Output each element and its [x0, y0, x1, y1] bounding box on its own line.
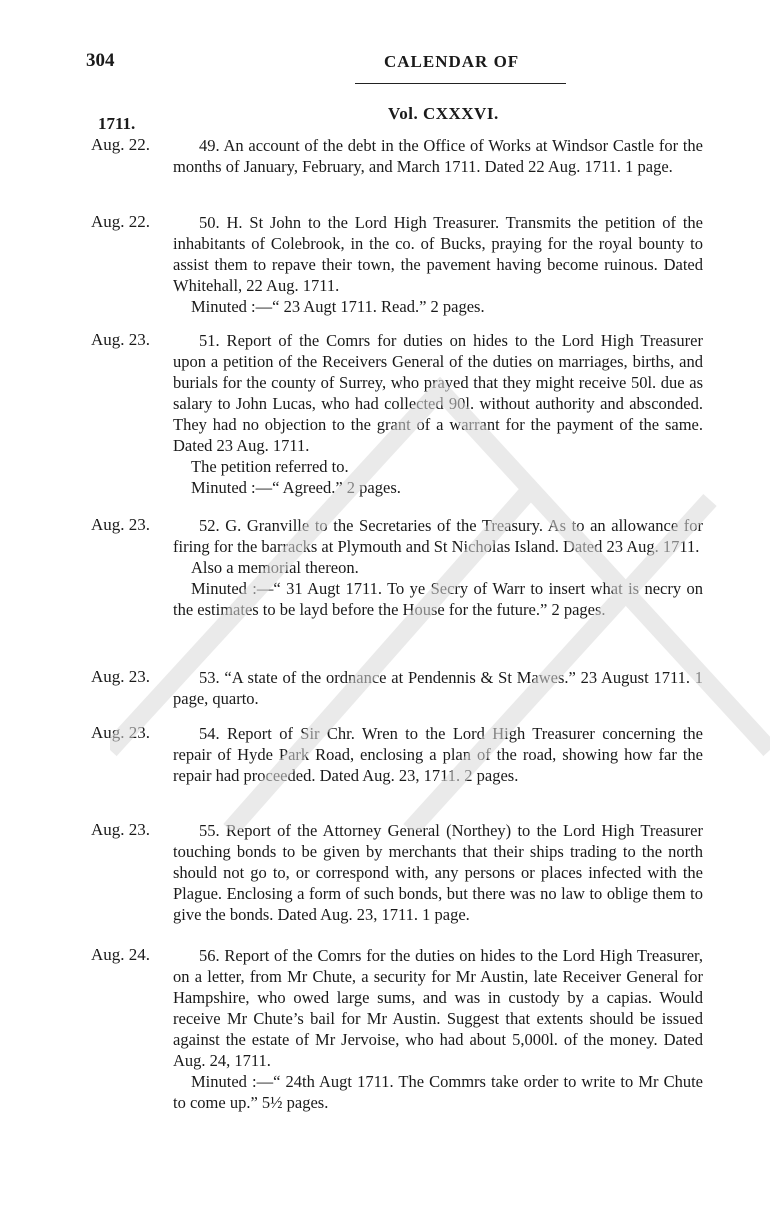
- page-number: 304: [86, 50, 115, 71]
- entry-minute: Minuted :—“ 23 Augt 1711. Read.” 2 pages.: [191, 297, 485, 316]
- entry-minute: Minuted :—“ 31 Augt 1711. To ye Secry of Warr to insert what is necry on the estimates to be layd before the House for the future.” 2 pages.: [173, 579, 703, 619]
- entry-paragraph: 51. Report of the Comrs for duties on hides to the Lord High Treasurer upon a petition of the Receivers General of the duties on marriages, births, and burials for the county of Surrey, who prayed that they might receive 50l. due as salary to John Lucas, who had collected 90l. without authority and absconded. They had no objection to the grant of a warrant for the payment of the same. Dated 23 Aug. 1711.: [173, 331, 703, 455]
- entry-date: Aug. 23.: [91, 667, 151, 686]
- header-rule: [355, 83, 566, 84]
- entry-paragraph: 52. G. Granville to the Secretaries of the Treasury. As to an allowance for firing for the barracks at Plymouth and St Nicholas Island. Dated 23 Aug. 1711.: [173, 516, 703, 556]
- entry-paragraph: 49. An account of the debt in the Office of Works at Windsor Castle for the months of January, February, and March 1711. Dated 22 Aug. 1711. 1 page.: [173, 136, 703, 176]
- entry-text: [173, 945, 703, 1113]
- entry-text: [173, 667, 703, 709]
- page-header: [0, 50, 770, 90]
- entry-text: [173, 515, 703, 620]
- year-label: 1711.: [98, 114, 136, 133]
- entry-date: Aug. 23.: [91, 515, 151, 534]
- volume-heading: Vol. CXXXVI.: [388, 104, 499, 123]
- entry-date: Aug. 22.: [91, 135, 151, 154]
- entry-text: [173, 723, 703, 786]
- running-title: CALENDAR OF: [384, 52, 520, 71]
- entry-paragraph: 55. Report of the Attorney General (Northey) to the Lord High Treasurer touching bonds to be given by merchants that their ships trading to the north should not go to, or correspond with, any persons or places infected with the Plague. Enclosing a form of such bonds, but there was no law to oblige them to give the bonds. Dated Aug. 23, 1711. 1 page.: [173, 821, 703, 924]
- entry-minute: Minuted :—“ Agreed.” 2 pages.: [191, 478, 401, 497]
- entry-paragraph: 56. Report of the Comrs for the duties on hides to the Lord High Treasurer, on a letter, from Mr Chute, a security for Mr Austin, late Receiver General for Hampshire, who owed large sums, and was in custody by a capias. Would receive Mr Chute’s bail for Mr Austin. Suggest that extents should be issued against the estate of Mr Jervoise, who had about 5,000l. of the money. Dated Aug. 24, 1711.: [173, 946, 703, 1070]
- entry-note: Also a memorial thereon.: [191, 558, 359, 577]
- entry-text: [173, 330, 703, 498]
- entry-minute: Minuted :—“ 24th Augt 1711. The Commrs take order to write to Mr Chute to come up.” 5½ pages.: [173, 1072, 703, 1112]
- entry-date: Aug. 22.: [91, 212, 151, 231]
- entry-paragraph: 53. “A state of the ordnance at Pendennis & St Mawes.” 23 August 1711. 1 page, quarto.: [173, 668, 703, 708]
- entry-date: Aug. 24.: [91, 945, 151, 964]
- entry-text: [173, 135, 703, 177]
- entry-text: [173, 820, 703, 925]
- entry-paragraph: 54. Report of Sir Chr. Wren to the Lord High Treasurer concerning the repair of Hyde Park Road, enclosing a plan of the road, showing how far the repair had proceeded. Dated Aug. 23, 1711. 2 pages.: [173, 724, 703, 785]
- entry-text: [173, 212, 703, 317]
- entry-date: Aug. 23.: [91, 820, 151, 839]
- entry-date: Aug. 23.: [91, 723, 151, 742]
- entry-note: The petition referred to.: [191, 457, 349, 476]
- entry-date: Aug. 23.: [91, 330, 151, 349]
- entry-paragraph: 50. H. St John to the Lord High Treasurer. Transmits the petition of the inhabitants of Colebrook, in the co. of Bucks, praying for the royal bounty to assist them to repave their town, the pavement having become ruinous. Dated Whitehall, 22 Aug. 1711.: [173, 213, 703, 295]
